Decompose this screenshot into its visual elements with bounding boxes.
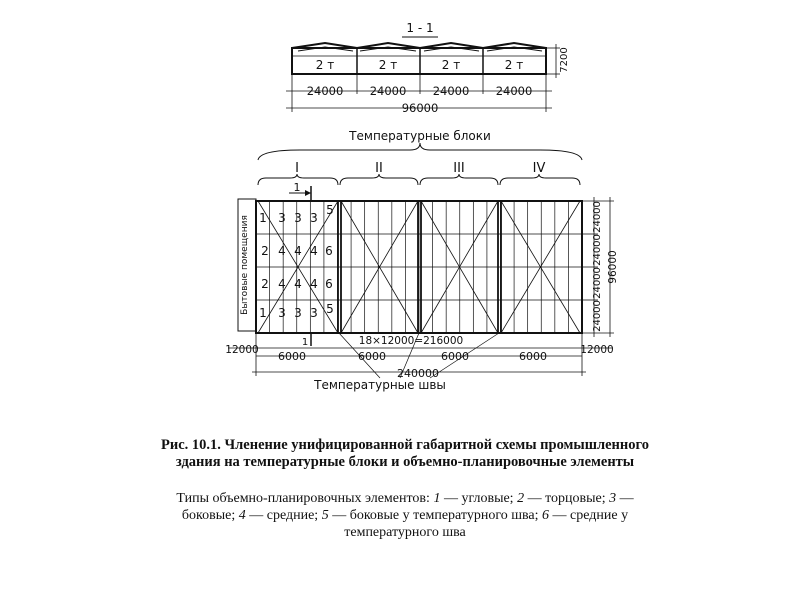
- figure-caption-legend: [150, 490, 660, 541]
- cross-section: [286, 21, 570, 115]
- element-type-label: 4: [278, 277, 286, 291]
- section-height-dim: 7200: [559, 47, 570, 73]
- left-offset-dim: 12000: [225, 344, 259, 356]
- crane-label: 2 т: [441, 58, 461, 72]
- element-type-label: 3: [294, 211, 302, 225]
- legend-num: 1: [433, 491, 441, 506]
- legend-text: — торцовые;: [524, 491, 610, 506]
- right-dim: 24000: [592, 234, 603, 266]
- section-span-dim: 24000: [432, 84, 470, 98]
- element-type-label: 3: [278, 306, 286, 320]
- legend-num: 5: [321, 508, 329, 523]
- right-dim: 24000: [592, 300, 603, 332]
- legend-text: — боковые;: [181, 491, 634, 523]
- legend-num: 6: [542, 508, 550, 523]
- block-numeral: IV: [532, 161, 546, 176]
- block-numeral: I: [295, 161, 299, 176]
- bottom-span-dim: 6000: [278, 350, 306, 363]
- legend-intro: Типы объемно-планировочных элементов:: [176, 491, 434, 506]
- joints-title: Температурные швы: [314, 378, 446, 392]
- block-brace: [420, 174, 498, 185]
- legend-text: — боковые у температурного шва;: [328, 508, 543, 523]
- legend-num: 2: [517, 491, 525, 506]
- right-dim: 24000: [592, 267, 603, 299]
- cut-marker-label: 1: [293, 181, 301, 194]
- legend-text: — средние у температурного шва: [344, 508, 629, 540]
- cut-marker-bottom-label: 1: [301, 337, 309, 348]
- crane-label: 2 т: [378, 58, 398, 72]
- element-type-label: 1: [259, 306, 267, 320]
- element-type-label: 3: [310, 306, 318, 320]
- crane-label: 2 т: [504, 58, 524, 72]
- element-type-label: 1: [259, 211, 267, 225]
- annex-label: Бытовые помещения: [240, 215, 250, 315]
- bottom-formula: 18×12000=216000: [358, 335, 464, 347]
- element-type-label: 3: [294, 306, 302, 320]
- temperature-blocks-header: [258, 129, 582, 200]
- bottom-span-dim: 6000: [519, 350, 547, 363]
- blocks-brace: [258, 143, 582, 160]
- block-numeral: II: [375, 161, 383, 176]
- legend-num: 3: [609, 491, 617, 506]
- section-span-dim: 24000: [306, 84, 344, 98]
- element-type-label: 2: [261, 277, 269, 291]
- crane-label: 2 т: [315, 58, 335, 72]
- element-type-label: 3: [310, 211, 318, 225]
- element-type-label: 4: [294, 277, 302, 291]
- section-span-dim: 24000: [495, 84, 533, 98]
- block-numeral: III: [453, 161, 465, 176]
- legend-text: — угловые;: [440, 491, 518, 506]
- element-type-label: 2: [261, 244, 269, 258]
- element-type-label: 4: [310, 244, 318, 258]
- legend-num: 4: [238, 508, 246, 523]
- bottom-span-dim: 6000: [441, 350, 469, 363]
- section-span-dim: 24000: [369, 84, 407, 98]
- element-type-label: 5: [326, 203, 334, 217]
- element-type-label: 4: [278, 244, 286, 258]
- building-plan: [225, 197, 619, 392]
- bottom-span-dim: 6000: [358, 350, 386, 363]
- element-type-label: 3: [278, 211, 286, 225]
- legend-text: — средние;: [245, 508, 322, 523]
- element-type-label: 5: [326, 302, 334, 316]
- element-type-label: 4: [310, 277, 318, 291]
- right-dim: 24000: [592, 201, 603, 233]
- section-total-dim: 96000: [401, 101, 439, 115]
- element-type-label: 6: [325, 277, 333, 291]
- blocks-title: Температурные блоки: [349, 129, 491, 143]
- section-label: 1 - 1: [406, 21, 434, 35]
- element-type-label: 4: [294, 244, 302, 258]
- element-type-label: 6: [325, 244, 333, 258]
- right-total-dim: 96000: [607, 250, 619, 284]
- figure-caption-title: Рис. 10.1. Членение унифицированной габаритной схемы промышленного здания на температурные блоки и объемно-планировочные элементы: [160, 437, 649, 470]
- block-brace: [340, 174, 418, 185]
- right-offset-dim: 12000: [580, 344, 614, 356]
- bottom-total-dim: 240000: [397, 367, 439, 380]
- cut-arrow-head: [305, 190, 311, 196]
